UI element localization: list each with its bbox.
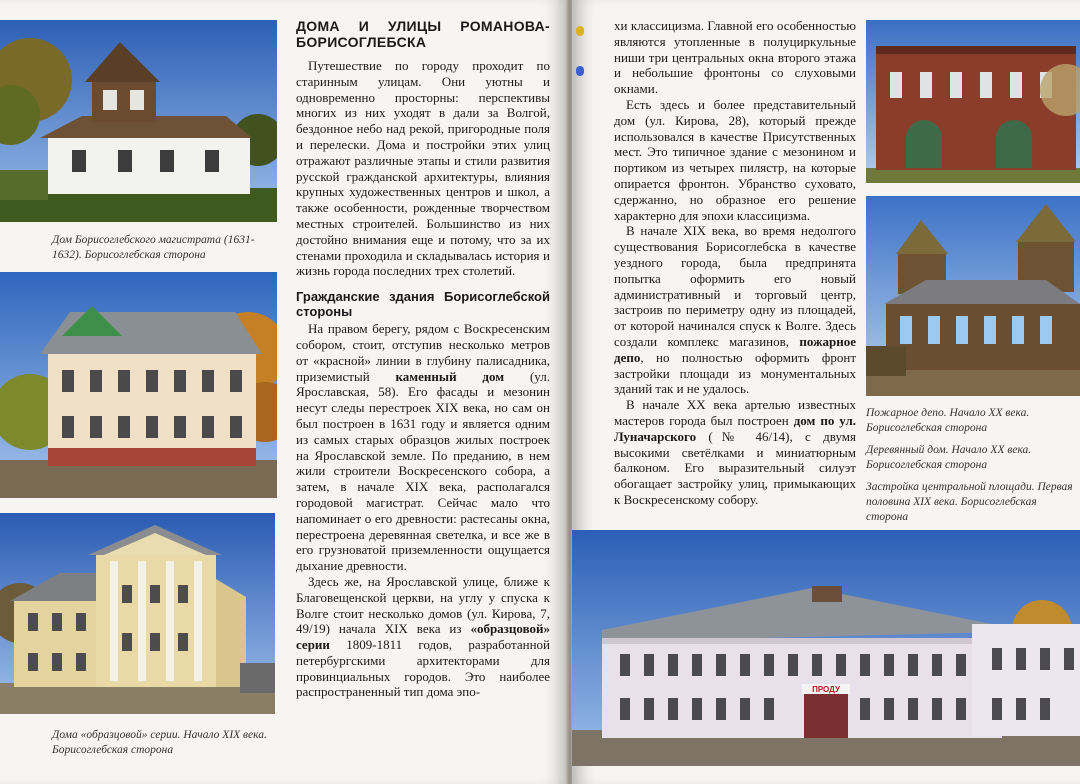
paragraph-stone-house: На правом берегу, рядом с Воскресенским собором, стоит, отступив несколько метров от «красной» линии в глубину палисадника, приземистый каменный дом (ул. Ярославская, 58). Его фасады и мезонин несут следы перестроек XIX века, но сам он был построен в 1631 году и является одним из самых старых образцов жилых построек на Ярославской земле. По преданию, в нем жили строители Воскресенского собора, а затем, в начале XIX века, располагался городовой магистрат. Сейчас мало что напоминает о его древности: растесаны окна, перестроена деревянная светелка, и все же в его грузноватой приземленности ощущается дыхание древности. — [296, 321, 550, 574]
paragraph-fire-station: В начале XIX века, во время недолгого существования Борисоглебска в качестве уездного города, была предпринята попытка оформить его новый административный и торговый центр, застроив по периметру одну из площадей, от которой начинался спуск к Волге. Здесь создали комплекс магазинов, пожарное депо, но полностью оформить фронт застройки площади из монументальных зданий так и не удалось. — [614, 223, 856, 397]
photo-model-series-house — [0, 513, 275, 714]
photo-house-green-roof — [0, 272, 277, 498]
paragraph-official-building: Есть здесь и более представительный дом (ул. Кирова, 28), который прежде использовался в качестве Присутственных мест. Это типичное здание с мезонином и портиком из четырех пилястр, на которые опирается фронтон. Убранство суховато, сдержанно, но образное его решение характерно для эпохи классицизма. — [614, 96, 856, 223]
paragraph-lunacharsky-house: В начале XX века артелью известных мастеров города был построен дом по ул. Луначарского (№ 46/14), с двумя высокими светёлками и миниатюрным балконом. Его выразительный силуэт обогащает застройку улиц, примыкающих к Воскресенскому собору. — [614, 397, 856, 507]
left-text-column — [296, 18, 550, 700]
caption-fire-station: Пожарное депо. Начало XX века. Борисоглебская сторона — [866, 407, 1030, 434]
fire-station-term: пожарное депо — [614, 333, 856, 365]
paragraph-model-series: Здесь же, на Ярославской улице, ближе к Благовещенской церкви, на углу у спуска к Волге стоит несколько домов (ул. Кирова, 7, 49/19) начала XIX века из «образцовой» серии 1809-1811 годов, разработанной петербургскими архитекторами для провинциальных городов. Это наиболее распространенный тип дома эпо- — [296, 573, 550, 700]
right-text-column — [614, 18, 856, 508]
section-subheading: Гражданские здания Борисоглебской стороны — [296, 289, 550, 320]
model-series-term: «образцовой» серии — [296, 621, 550, 653]
chapter-heading: ДОМА И УЛИЦЫ РОМАНОВА-БОРИСОГЛЕБСКА — [296, 18, 550, 50]
photo-fire-station — [866, 20, 1080, 183]
page-edge-marker — [576, 66, 584, 76]
stone-house-term: каменный дом — [395, 368, 505, 384]
photo-magistrate-house — [0, 20, 277, 222]
page-edge-marker — [576, 26, 584, 36]
intro-paragraph: Путешествие по городу проходит по старинным улицам. Они уютны и одновременно просторны: перспективы многих из них уходят в дали за Волгой, бездонное небо над рекой, пригородные поля и перелески. Дома и постройки этих улиц отражают различные этапы и стили развития русской гражданской архитектуры, влияния крупных художественных центров и школ, а также особенности, рожденные творчеством местных строителей. Большинство из них достойно внимания еще и потому, что за их стенами проходила и складывалась история и жизнь города последних трех столетий. — [296, 58, 550, 279]
caption-photo-magistrate: Дом Борисоглебского магистрата (1631-1632). Борисоглебская сторона — [52, 234, 255, 261]
photo-central-square — [572, 530, 1080, 766]
paragraph-classicism: хи классицизма. Главной его особенностью являются утопленные в полуциркульные ниши три центральных окна второго этажа и небольшие фронтоны со слуховыми окнами. — [614, 18, 856, 97]
caption-wooden-house: Деревянный дом. Начало XX века. Борисоглебская сторона — [866, 444, 1032, 471]
right-page — [572, 0, 1080, 784]
photo-wooden-house — [866, 196, 1080, 396]
shop-sign-text: ПРОДУ — [812, 685, 840, 694]
caption-central-square: Застройка центральной площади. Первая половина XIX века. Борисоглебская сторона — [866, 481, 1073, 523]
caption-photo-model-series: Дома «образцовой» серии. Начало XIX века. Борисоглебская сторона — [52, 729, 267, 756]
lunacharsky-house-term: дом по ул. Луначарского — [614, 412, 856, 444]
